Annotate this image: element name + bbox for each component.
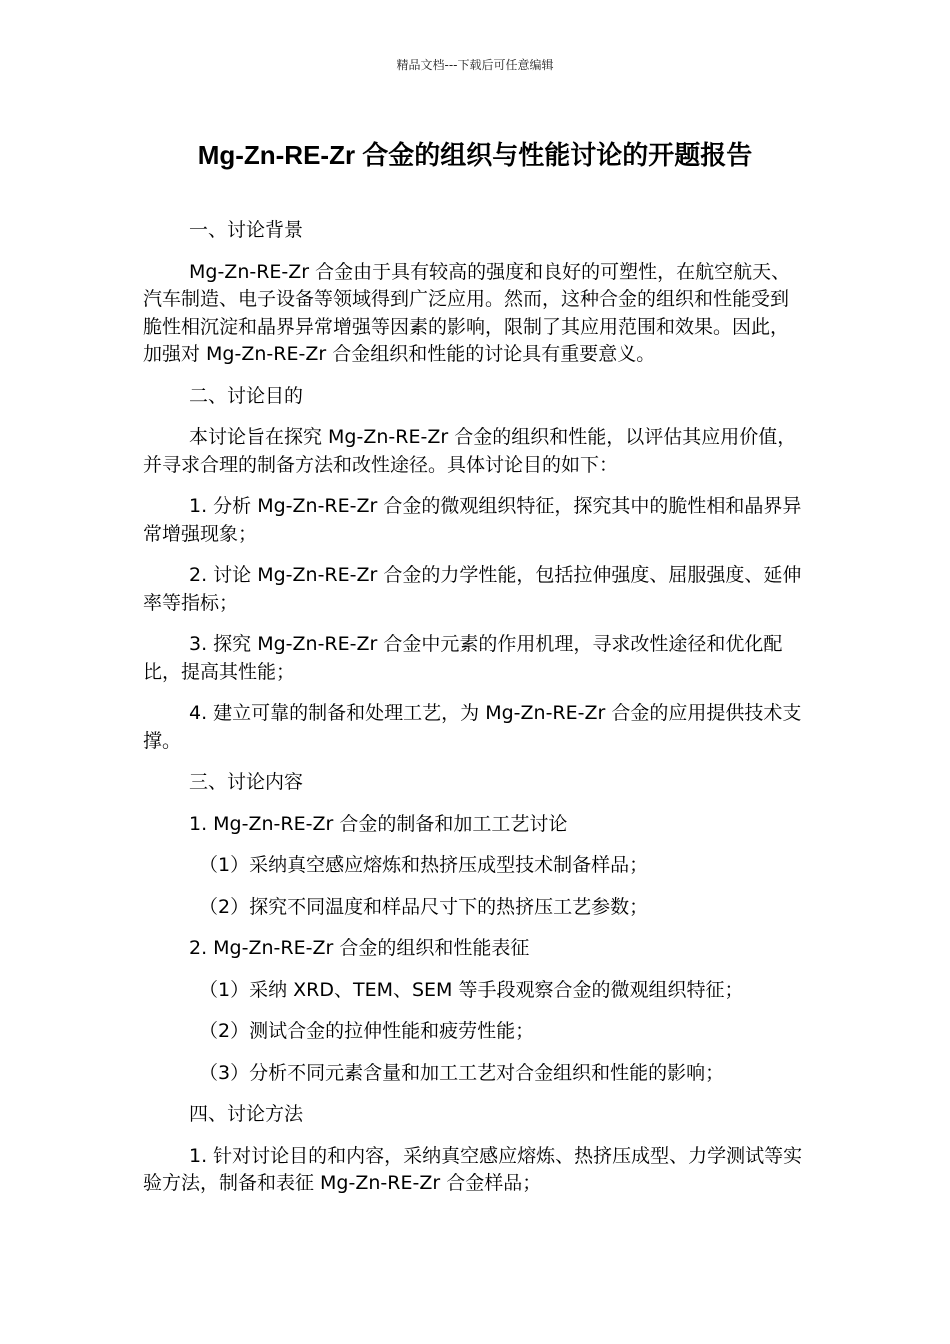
document-body [143,217,807,1212]
page-header: 精品文档---下载后可任意编辑 [396,58,554,72]
sub-item-content-1-1: （1）采纳真空感应熔炼和热挤压成型技术制备样品； [199,854,649,876]
sub-item-content-2-2: （2）测试合金的拉伸性能和疲劳性能； [199,1020,535,1042]
section-heading-content: 三、讨论内容 [189,771,304,793]
sub-item-content-2-1: （1）采纳 XRD、TEM、SEM 等手段观察合金的微观组织特征； [199,978,744,1001]
document-title: Mg-Zn-RE-Zr 合金的组织与性能讨论的开题报告 [197,140,753,170]
list-item-content-1: 1. Mg-Zn-RE-Zr 合金的制备和加工工艺讨论 [189,812,568,835]
paragraph-background: Mg-Zn-RE-Zr 合金由于具有较高的强度和良好的可塑性，在航空航天、汽车制造、电子设备等领域得到广泛应用。然而，这种合金的组织和性能受到脆性相沉淀和晶界异常增强等因素的影响，限制了其应用范围和效果。因此，加强对 Mg-Zn-RE-Zr 合金组织和性能的讨论具有重要意义。 [143,260,791,365]
list-item-purpose-4: 4. 建立可靠的制备和处理工艺，为 Mg-Zn-RE-Zr 合金的应用提供技术支撑。 [143,702,802,752]
list-item-purpose-3: 3. 探究 Mg-Zn-RE-Zr 合金中元素的作用机理，寻求改性途径和优化配比，提高其性能； [143,633,783,683]
section-heading-method: 四、讨论方法 [189,1103,304,1125]
sub-item-content-1-2: （2）探究不同温度和样品尺寸下的热挤压工艺参数； [199,895,649,918]
list-item-method-1: 1. 针对讨论目的和内容，采纳真空感应熔炼、热挤压成型、力学测试等实验方法，制备和表征 Mg-Zn-RE-Zr 合金样品； [143,1144,803,1194]
section-heading-background: 一、讨论背景 [189,219,304,241]
list-item-purpose-1: 1. 分析 Mg-Zn-RE-Zr 合金的微观组织特征，探究其中的脆性相和晶界异常增强现象； [143,495,802,545]
section-heading-purpose: 二、讨论目的 [189,384,304,407]
list-item-purpose-2: 2. 讨论 Mg-Zn-RE-Zr 合金的力学性能，包括拉伸强度、屈服强度、延伸率等指标； [143,564,802,614]
sub-item-content-2-3: （3）分析不同元素含量和加工工艺对合金组织和性能的影响； [199,1061,725,1084]
paragraph-purpose: 本讨论旨在探究 Mg-Zn-RE-Zr 合金的组织和性能，以评估其应用价值，并寻求合理的制备方法和改性途径。具体讨论目的如下： [143,426,797,476]
list-item-content-2: 2. Mg-Zn-RE-Zr 合金的组织和性能表征 [189,937,530,959]
